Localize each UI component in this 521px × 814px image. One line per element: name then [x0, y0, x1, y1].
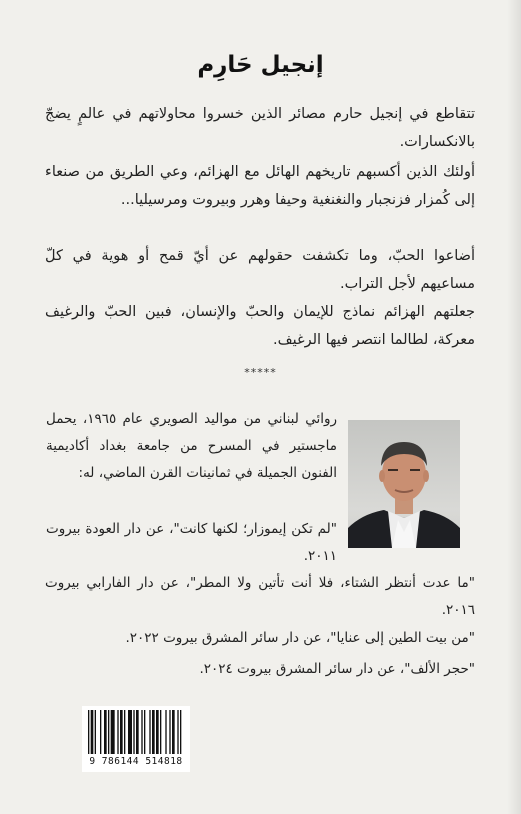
page-edge-shadow — [507, 0, 521, 814]
barcode-bars — [88, 710, 184, 754]
author-bio: روائي لبناني من مواليد الصويري عام ١٩٦٥، يحمل ماجستير في المسرح من جامعة بغداد أكاديمية الفنون الجميلة في ثمانينات القرن الماضي، له: — [46, 411, 337, 481]
isbn-barcode — [82, 706, 190, 772]
blurb-paragraph-4: جعلتهم الهزائم نماذج للإيمان والحبّ والإنسان، فبين الحبّ والرغيف معركة، لطالما انتصر فيها الرغيف. — [45, 304, 475, 348]
blurb-paragraph-3: أضاعوا الحبّ، وما تكشفت حقولهم عن أيّ قمح أو هوية في كلّ مساعيهم لأجل التراب. — [45, 248, 475, 292]
blurb-paragraph-1: تتقاطع في إنجيل حارم مصائر الذين خسروا محاولاتهم في عالمٍ يضجّ بالانكسارات. — [45, 106, 475, 150]
section-separator: ***** — [244, 366, 277, 379]
author-work-2: "ما عدت أنتظر الشتاء، فلا أنت تأتين ولا المطر"، عن دار الفارابي بيروت ٢٠١٦. — [45, 575, 475, 618]
author-work-3: "من بيت الطين إلى عنايا"، عن دار سائر المشرق بيروت ٢٠٢٢. — [125, 630, 475, 646]
author-photo — [348, 420, 460, 548]
author-work-1: "لم تكن إيموزار؛ لكنها كانت"، عن دار العودة بيروت ٢٠١١. — [46, 521, 337, 564]
blurb-paragraph-2: أولئك الذين أكسبهم تاريخهم الهائل مع الهزائم، وعي الطريق من صنعاء إلى كُمزار فزنجبار والنغنغية وحيفا وهرر وبيروت ومرسيليا... — [45, 164, 475, 208]
author-work-4: "حجر الألف"، عن دار سائر المشرق بيروت ٢٠٢٤. — [199, 661, 475, 677]
isbn-digits: 9 786144 514818 — [89, 756, 183, 767]
book-title: إنجيل حَارِم — [197, 52, 324, 78]
author-portrait — [348, 420, 460, 548]
